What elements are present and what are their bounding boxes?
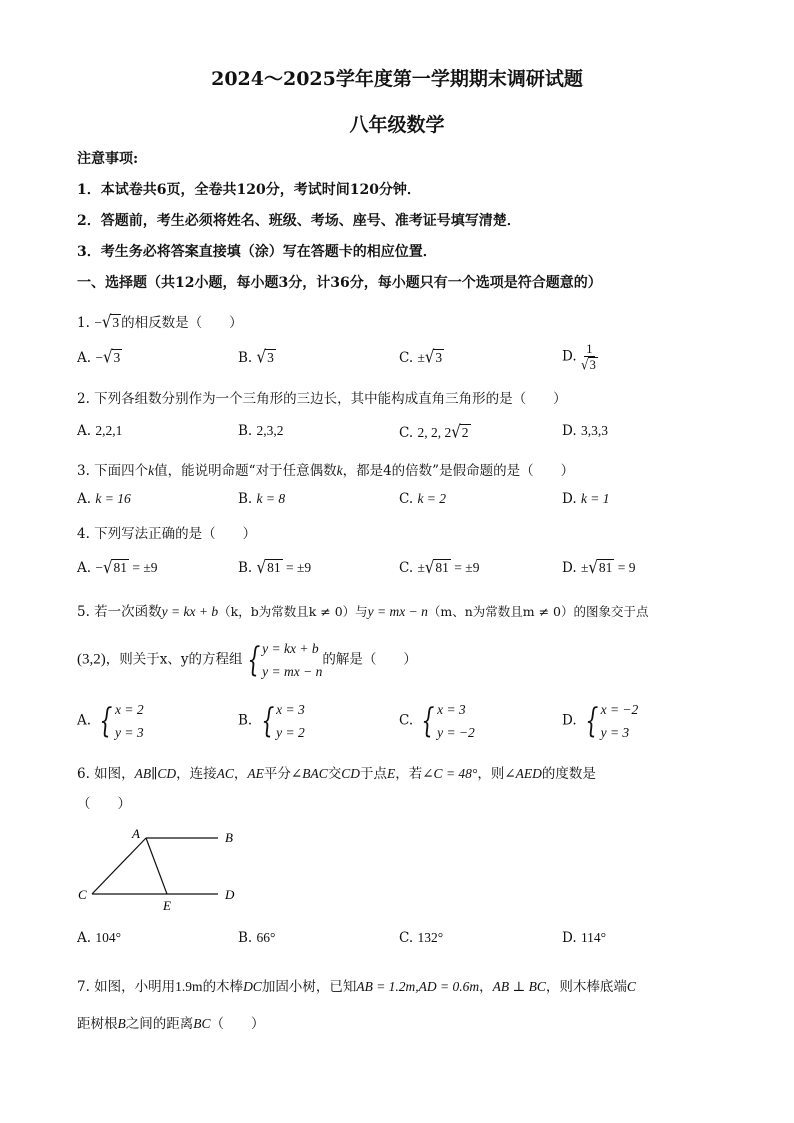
q6-stem-d: 平分 xyxy=(263,766,291,782)
q7-math-4: AB ⊥ BC xyxy=(492,979,546,994)
option-letter: B. xyxy=(238,423,253,439)
q7-math-7: BC xyxy=(193,1016,211,1031)
q4-option-c-value: ±√81 = ±9 xyxy=(417,556,480,578)
question-7-stem-line1 xyxy=(77,975,636,995)
option-letter: D. xyxy=(562,930,577,946)
q7-stem-a: 7. 如图，小明用 xyxy=(77,979,176,995)
q1-option-b[interactable] xyxy=(238,348,276,366)
q5-point: (3,2) xyxy=(77,651,106,668)
option-letter: A. xyxy=(77,930,92,946)
q6-stem-c: ， xyxy=(233,766,248,782)
q4-option-b-value: √81 = ±9 xyxy=(256,556,312,578)
note-item-2: 2．答题前，考生必须将姓名、班级、考场、座号、准考证号填写清楚． xyxy=(77,213,521,229)
q6-option-d-value: 114° xyxy=(580,930,607,945)
q4-option-a-value: −√81 = ±9 xyxy=(95,556,158,578)
option-letter: B. xyxy=(238,712,253,729)
q1-option-b-value: √3 xyxy=(256,346,274,368)
label-b: B xyxy=(225,830,233,845)
question-1 xyxy=(77,311,243,331)
q2-option-b[interactable] xyxy=(238,423,284,439)
q6-math-7: ∠C = 48° xyxy=(422,766,478,781)
q5-function-1: y = kx + b xyxy=(161,604,219,619)
q7-line2-a: 距树根 xyxy=(77,1016,118,1032)
option-letter: A. xyxy=(77,350,92,366)
q2-option-d-value: 3,3,3 xyxy=(580,423,608,438)
q1-option-c-value: ±√3 xyxy=(417,346,443,368)
option-letter: D. xyxy=(562,348,577,365)
q1-expression: −√3 xyxy=(94,311,120,333)
exam-title: 2024～2025学年度第一学期期末调研试题 xyxy=(211,68,583,90)
option-letter: C. xyxy=(399,350,414,366)
q6-option-b-value: 66° xyxy=(256,930,276,945)
q7-line2-c: （ ） xyxy=(210,1016,265,1032)
option-letter: C. xyxy=(399,560,414,576)
q6-option-a[interactable] xyxy=(77,930,121,946)
notes-heading: 注意事项: xyxy=(77,151,139,167)
q5-option-c-value: { x = 3 y = −2 xyxy=(421,701,475,741)
q7-line2-b: 之间的距离 xyxy=(125,1016,194,1032)
q5-option-a[interactable] xyxy=(77,698,144,744)
q2-option-a-value: 2,2,1 xyxy=(95,423,123,438)
q7-math-2: DC xyxy=(243,979,262,994)
q6-math-2: AC xyxy=(216,766,234,781)
q5-option-b-value: { x = 3 y = 2 xyxy=(260,701,305,741)
q5-option-b[interactable] xyxy=(238,698,305,744)
option-letter: B. xyxy=(238,350,253,366)
q3-option-b-value: k = 8 xyxy=(256,491,286,506)
question-7-stem-line2 xyxy=(77,1012,265,1032)
q6-stem-b: ，连接 xyxy=(176,766,217,782)
q1-option-d-value: $\frac{1}{√3}$ xyxy=(580,342,596,374)
segment-ac xyxy=(92,838,146,894)
question-4-stem: 4. 下列写法正确的是（ ） xyxy=(77,526,257,542)
q4-option-d[interactable] xyxy=(562,558,636,576)
q4-option-d-value: ±√81 = 9 xyxy=(580,556,636,578)
q6-stem-f: 于点 xyxy=(360,766,387,782)
q6-math-8: ∠AED xyxy=(504,766,542,781)
option-letter: A. xyxy=(77,491,92,507)
exam-subtitle: 八年级数学 xyxy=(349,114,445,136)
q1-option-d[interactable] xyxy=(562,342,598,372)
q6-answer-paren: （ ） xyxy=(77,796,131,812)
q7-stem-d: ， xyxy=(479,979,493,995)
q1-option-a[interactable] xyxy=(77,348,122,366)
q3-option-d[interactable] xyxy=(562,491,610,507)
option-letter: A. xyxy=(77,423,92,439)
option-letter: D. xyxy=(562,560,577,576)
option-letter: B. xyxy=(238,491,253,507)
q6-stem-a: 6. 如图， xyxy=(77,766,135,782)
q3-option-c-value: k = 2 xyxy=(417,491,447,506)
q5-stem-b: （k，b为常数且k ≠ 0）与 xyxy=(218,604,368,619)
q4-option-b[interactable] xyxy=(238,558,311,576)
q5-option-a-value: { x = 2 y = 3 xyxy=(99,701,144,741)
q6-geometry-figure xyxy=(70,822,250,912)
question-5-stem-line2 xyxy=(77,637,417,683)
q2-option-c-value: 2, 2, 2√2 xyxy=(417,421,469,443)
q4-option-c[interactable] xyxy=(399,558,479,576)
option-letter: B. xyxy=(238,560,253,576)
question-2-stem: 2. 下列各组数分别作为一个三角形的三边长，其中能构成直角三角形的是（ ） xyxy=(77,391,567,407)
q5-stem-e: 的解是（ ） xyxy=(322,651,417,668)
q1-number: 1. xyxy=(77,315,90,331)
q1-option-c[interactable] xyxy=(399,348,444,366)
q6-math-6: E xyxy=(387,766,396,781)
note-item-3: 3．考生务必将答案直接填（涂）写在答题卡的相应位置． xyxy=(77,244,437,260)
question-6-stem xyxy=(77,762,596,782)
label-c: C xyxy=(78,887,87,902)
q3-option-a[interactable] xyxy=(77,491,131,507)
section-heading: 一、选择题（共12小题，每小题3分，计36分，每小题只有一个选项是符合题意的） xyxy=(77,275,602,291)
option-letter: C. xyxy=(399,425,414,441)
q3-stem-b: 值，能说明命题“对于任意偶数 xyxy=(154,463,337,479)
q6-option-c[interactable] xyxy=(399,930,443,946)
q6-stem-i: 的度数是 xyxy=(541,766,596,782)
q5-option-d[interactable] xyxy=(562,698,638,744)
q3-option-d-value: k = 1 xyxy=(580,491,610,506)
q7-stem-c: 加固小树，已知 xyxy=(261,979,357,995)
q7-stem-b: 的木棒 xyxy=(202,979,244,995)
q5-stem-d: ，则关于x、y的方程组 xyxy=(105,651,243,668)
q7-stem-e: ，则木棒底端 xyxy=(545,979,627,995)
label-a: A xyxy=(132,826,140,841)
q7-math-5: C xyxy=(626,979,636,994)
q5-option-d-value: { x = −2 y = 3 xyxy=(585,701,639,741)
q6-stem-g: ，若 xyxy=(395,766,423,782)
q6-option-b[interactable] xyxy=(238,930,275,946)
q5-function-2: y = mx − n xyxy=(367,604,428,619)
q6-option-a-value: 104° xyxy=(95,930,121,945)
option-letter: C. xyxy=(399,712,414,729)
option-letter: D. xyxy=(562,491,577,507)
q6-option-c-value: 132° xyxy=(417,930,444,945)
question-3-stem xyxy=(77,459,574,479)
q5-stem-c: （m、n为常数且m ≠ 0）的图象交于点 xyxy=(427,604,649,619)
q2-option-b-value: 2,3,2 xyxy=(256,423,284,438)
q1-option-a-value: −√3 xyxy=(95,346,121,368)
q2-option-c[interactable] xyxy=(399,423,471,441)
q3-stem-a: 3. 下面四个 xyxy=(77,463,149,479)
q1-stem: 的相反数是（ ） xyxy=(121,315,243,331)
q7-math-6: B xyxy=(117,1016,126,1031)
option-letter: C. xyxy=(399,930,414,946)
q5-option-c[interactable] xyxy=(399,698,475,744)
q5-equation-system: { y = kx + b y = mx − n xyxy=(246,640,323,680)
q2-option-a[interactable] xyxy=(77,423,122,439)
q4-option-a[interactable] xyxy=(77,558,158,576)
q6-stem-e: 交 xyxy=(327,766,342,782)
note-item-1: 1．本试卷共6页，全卷共120分，考试时间120分钟． xyxy=(77,182,421,198)
q6-math-4: ∠BAC xyxy=(290,766,328,781)
question-5-stem-line1 xyxy=(77,600,649,620)
q7-math-3: AB = 1.2m,AD = 0.6m xyxy=(356,979,480,994)
q5-stem-a: 5. 若一次函数 xyxy=(77,604,162,620)
option-letter: C. xyxy=(399,491,414,507)
q6-math-5: CD xyxy=(341,766,360,781)
option-letter: A. xyxy=(77,560,92,576)
q3-option-a-value: k = 16 xyxy=(95,491,131,506)
q2-option-d[interactable] xyxy=(562,423,608,439)
q6-option-d[interactable] xyxy=(562,930,606,946)
q7-math-1: 1.9m xyxy=(175,979,203,994)
q6-stem-h: ，则 xyxy=(477,766,505,782)
q3-var-k: k xyxy=(148,463,155,478)
option-letter: A. xyxy=(77,712,92,729)
label-d: D xyxy=(225,887,235,902)
q3-option-b[interactable] xyxy=(238,491,285,507)
q6-math-1: AB∥CD xyxy=(134,766,177,781)
q3-var-k-2: k xyxy=(336,463,343,478)
option-letter: B. xyxy=(238,930,253,946)
q3-stem-c: ，都是4的倍数”是假命题的是（ ） xyxy=(342,463,575,479)
segment-ae xyxy=(146,838,167,894)
q6-math-3: AE xyxy=(247,766,264,781)
option-letter: D. xyxy=(562,712,577,729)
option-letter: D. xyxy=(562,423,577,439)
label-e: E xyxy=(163,898,171,912)
q3-option-c[interactable] xyxy=(399,491,446,507)
